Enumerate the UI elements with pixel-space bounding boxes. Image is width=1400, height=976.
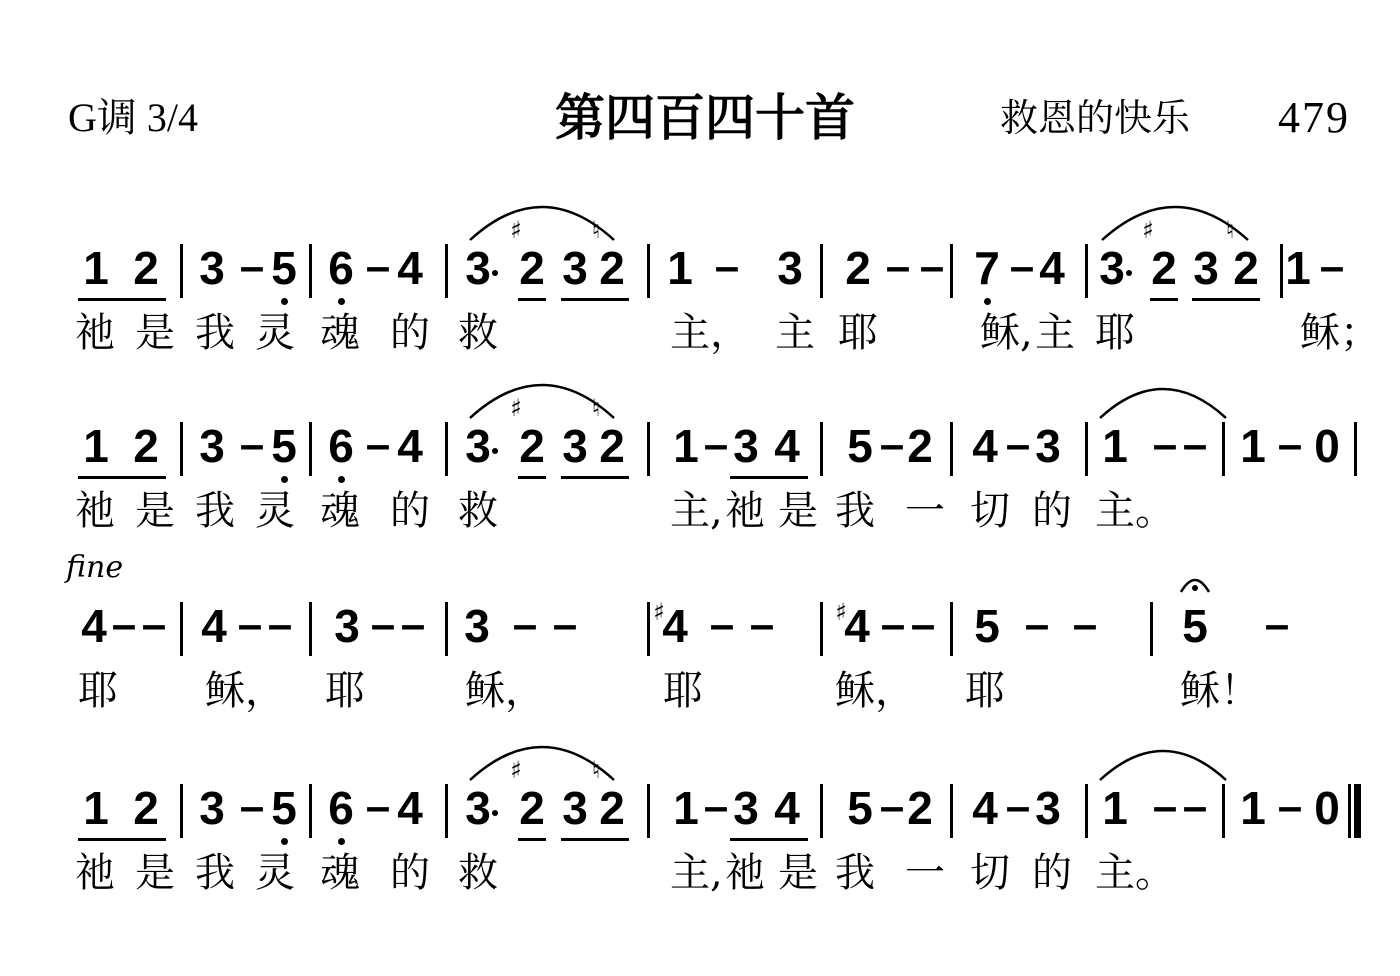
- note: 1: [83, 242, 109, 294]
- note: 2: [133, 420, 159, 472]
- note: 3: [562, 242, 588, 294]
- fine-marking: fine: [66, 550, 124, 585]
- low-octave-dot: [338, 838, 345, 845]
- sustain-dash: –: [239, 782, 265, 831]
- barline: [445, 244, 448, 298]
- sustain-dash: –: [365, 242, 391, 291]
- sharp-icon: ♯: [835, 598, 847, 626]
- note: 5: [847, 782, 873, 834]
- lyric-syllable: 我: [835, 488, 875, 534]
- note: 4: [662, 600, 688, 652]
- note: 3: [1035, 420, 1061, 472]
- final-barline-thick: [1355, 784, 1361, 838]
- note: 2: [519, 782, 545, 834]
- barline: [445, 784, 448, 838]
- sharp-icon: ♯: [510, 216, 522, 244]
- lyric-syllable: 灵: [255, 488, 295, 534]
- lyric-syllable: 稣，: [205, 668, 285, 714]
- sustain-dash: –: [714, 242, 740, 291]
- beam-underline: [1192, 298, 1260, 301]
- note: 3: [733, 782, 759, 834]
- lyric-syllable: 稣；: [1300, 310, 1380, 356]
- sustain-dash: –: [1024, 600, 1050, 649]
- beam-underline: [561, 476, 629, 479]
- lyric-syllable: 祂: [75, 310, 115, 356]
- barline: [445, 602, 448, 656]
- note: 1: [83, 782, 109, 834]
- lyric-syllable: 祂: [75, 850, 115, 896]
- sustain-dash: –: [141, 600, 167, 649]
- sustain-dash: –: [1264, 600, 1290, 649]
- note: 3: [1035, 782, 1061, 834]
- note: 4: [774, 782, 800, 834]
- lyric-syllable: 主,: [670, 488, 723, 534]
- sustain-dash: –: [370, 600, 396, 649]
- note: 1: [1285, 242, 1311, 294]
- barline: [950, 602, 953, 656]
- lyric-syllable: 耶: [325, 668, 365, 714]
- lyric-syllable: 切: [970, 850, 1010, 896]
- sustain-dash: –: [879, 782, 905, 831]
- sustain-dash: –: [910, 600, 936, 649]
- sustain-dash: –: [1182, 420, 1208, 469]
- lyric-syllable: 耶: [1095, 310, 1135, 356]
- note: 2: [845, 242, 871, 294]
- note: 0: [1314, 420, 1340, 472]
- augmentation-dot: [492, 810, 498, 816]
- beam-underline: [78, 838, 166, 841]
- note: 3: [1193, 242, 1219, 294]
- low-octave-dot: [984, 298, 991, 305]
- beam-underline: [730, 838, 808, 841]
- barline: [1085, 244, 1088, 298]
- lyric-syllable: 切: [970, 488, 1010, 534]
- lyric-syllable: 主: [1035, 310, 1075, 356]
- note: 4: [844, 600, 870, 652]
- note: 0: [1314, 782, 1340, 834]
- tie-slur: [468, 380, 616, 420]
- barline: [1085, 784, 1088, 838]
- note: 2: [133, 242, 159, 294]
- note: 5: [847, 420, 873, 472]
- sharp-icon: ♯: [1142, 216, 1154, 244]
- sustain-dash: –: [237, 600, 263, 649]
- note: 1: [673, 420, 699, 472]
- note: 6: [328, 420, 354, 472]
- lyric-syllable: 耶: [838, 310, 878, 356]
- barline: [1150, 602, 1153, 656]
- note: 3: [1099, 242, 1125, 294]
- sustain-dash: –: [111, 600, 137, 649]
- low-octave-dot: [338, 298, 345, 305]
- lyric-syllable: 是: [135, 850, 175, 896]
- barline: [950, 422, 953, 476]
- lyric-syllable: 救: [458, 310, 498, 356]
- note: 5: [271, 420, 297, 472]
- natural-icon: ♮: [591, 756, 601, 784]
- note: 2: [907, 420, 933, 472]
- lyric-syllable: 灵: [255, 310, 295, 356]
- barline: [820, 244, 823, 298]
- note: 2: [133, 782, 159, 834]
- note: 5: [1182, 600, 1208, 652]
- note: 1: [1240, 782, 1266, 834]
- note: 1: [1240, 420, 1266, 472]
- beam-underline: [518, 838, 546, 841]
- sustain-dash: –: [703, 420, 729, 469]
- lyric-syllable: 祂: [725, 850, 765, 896]
- note: 3: [465, 782, 491, 834]
- lyric-syllable: 救: [458, 488, 498, 534]
- note: 4: [201, 600, 227, 652]
- low-octave-dot: [281, 298, 288, 305]
- lyric-syllable: 稣，: [835, 668, 915, 714]
- beam-underline: [78, 476, 166, 479]
- sustain-dash: –: [749, 600, 775, 649]
- note: 3: [199, 420, 225, 472]
- beam-underline: [518, 298, 546, 301]
- lyric-syllable: 的: [1032, 850, 1072, 896]
- sustain-dash: –: [267, 600, 293, 649]
- sustain-dash: –: [239, 242, 265, 291]
- barline: [180, 602, 183, 656]
- lyric-syllable: 灵: [255, 850, 295, 896]
- lyric-syllable: 稣，: [465, 668, 545, 714]
- lyric-syllable: 是: [778, 488, 818, 534]
- beam-underline: [78, 298, 166, 301]
- sustain-dash: –: [552, 600, 578, 649]
- note: 2: [599, 242, 625, 294]
- lyric-syllable: 主,: [670, 850, 723, 896]
- low-octave-dot: [281, 838, 288, 845]
- note: 1: [667, 242, 693, 294]
- lyric-syllable: 主。: [1095, 850, 1175, 896]
- sustain-dash: –: [365, 420, 391, 469]
- note: 5: [974, 600, 1000, 652]
- final-barline: [1348, 784, 1351, 838]
- beam-underline: [1150, 298, 1178, 301]
- sustain-dash: –: [400, 600, 426, 649]
- lyric-syllable: 的: [1032, 488, 1072, 534]
- barline: [180, 244, 183, 298]
- lyric-syllable: 魂: [320, 488, 360, 534]
- lyric-syllable: 是: [135, 488, 175, 534]
- lyric-syllable: 主。: [1095, 488, 1175, 534]
- augmentation-dot: [492, 448, 498, 454]
- barline: [647, 602, 650, 656]
- note: 3: [733, 420, 759, 472]
- barline-end: [1354, 422, 1357, 476]
- barline: [180, 784, 183, 838]
- barline: [445, 422, 448, 476]
- sharp-icon: ♯: [653, 598, 665, 626]
- lyric-syllable: 是: [135, 310, 175, 356]
- lyric-syllable: 的: [390, 488, 430, 534]
- note: 4: [774, 420, 800, 472]
- barline: [647, 784, 650, 838]
- note: 4: [397, 420, 423, 472]
- fermata-icon: [1179, 572, 1211, 594]
- lyric-syllable: 是: [778, 850, 818, 896]
- lyric-syllable: 祂: [725, 488, 765, 534]
- note: 2: [599, 782, 625, 834]
- note: 1: [83, 420, 109, 472]
- note: 3: [334, 600, 360, 652]
- note: 6: [328, 782, 354, 834]
- sharp-icon: ♯: [510, 394, 522, 422]
- sustain-dash: –: [885, 242, 911, 291]
- lyric-syllable: 主: [775, 310, 815, 356]
- note: 7: [974, 242, 1000, 294]
- hymn-number: 479: [1278, 93, 1350, 142]
- augmentation-dot: [1126, 270, 1132, 276]
- sustain-dash: –: [919, 242, 945, 291]
- natural-icon: ♮: [1225, 216, 1235, 244]
- staff-line-3: [0, 598, 1400, 718]
- sustain-dash: –: [1182, 782, 1208, 831]
- sustain-dash: –: [239, 420, 265, 469]
- barline: [1222, 422, 1225, 476]
- header-key-time: G调 3/4: [68, 95, 198, 140]
- staff-line-4: [0, 756, 1400, 900]
- barline: [180, 422, 183, 476]
- sustain-dash: –: [1005, 782, 1031, 831]
- lyric-syllable: 一: [905, 488, 945, 534]
- barline: [309, 422, 312, 476]
- note: 3: [464, 600, 490, 652]
- lyric-syllable: 耶: [663, 668, 703, 714]
- staff-line-1: [0, 216, 1400, 360]
- note: 2: [599, 420, 625, 472]
- note: 1: [1102, 420, 1128, 472]
- barline: [309, 602, 312, 656]
- barline: [1222, 784, 1225, 838]
- sharp-icon: ♯: [510, 756, 522, 784]
- lyric-syllable: 的: [390, 850, 430, 896]
- sustain-dash: –: [1277, 420, 1303, 469]
- sustain-dash: –: [1152, 782, 1178, 831]
- sustain-dash: –: [880, 600, 906, 649]
- note: 4: [1039, 242, 1065, 294]
- note: 4: [81, 600, 107, 652]
- beam-underline: [730, 476, 808, 479]
- note: 2: [1151, 242, 1177, 294]
- note: 4: [972, 420, 998, 472]
- sustain-dash: –: [1152, 420, 1178, 469]
- natural-icon: ♮: [591, 216, 601, 244]
- sustain-dash: –: [703, 782, 729, 831]
- sustain-dash: –: [1277, 782, 1303, 831]
- barline: [820, 422, 823, 476]
- lyric-syllable: 一: [905, 850, 945, 896]
- tie-slur: [1100, 202, 1250, 242]
- lyric-syllable: 我: [195, 850, 235, 896]
- sustain-dash: –: [1005, 420, 1031, 469]
- note: 4: [397, 782, 423, 834]
- barline: [647, 422, 650, 476]
- natural-icon: ♮: [591, 394, 601, 422]
- lyric-syllable: 稣,: [980, 310, 1033, 356]
- lyric-syllable: 祂: [75, 488, 115, 534]
- sustain-dash: –: [879, 420, 905, 469]
- note: 3: [199, 242, 225, 294]
- augmentation-dot: [492, 270, 498, 276]
- page-title: 第四百四十首: [555, 89, 855, 147]
- note: 6: [328, 242, 354, 294]
- sustain-dash: –: [709, 600, 735, 649]
- lyric-syllable: 主，: [670, 310, 750, 356]
- sustain-dash: –: [1319, 242, 1345, 291]
- note: 2: [519, 242, 545, 294]
- tie-slur: [1098, 746, 1228, 782]
- lyric-syllable: 我: [835, 850, 875, 896]
- note: 3: [199, 782, 225, 834]
- note: 4: [397, 242, 423, 294]
- barline: [309, 244, 312, 298]
- note: 3: [777, 242, 803, 294]
- note: 2: [519, 420, 545, 472]
- barline: [820, 602, 823, 656]
- note: 3: [465, 420, 491, 472]
- tie-slur: [468, 742, 616, 782]
- low-octave-dot: [338, 476, 345, 483]
- barline: [1280, 244, 1283, 298]
- barline: [1085, 422, 1088, 476]
- note: 3: [465, 242, 491, 294]
- beam-underline: [561, 838, 629, 841]
- lyric-syllable: 我: [195, 310, 235, 356]
- note: 3: [562, 420, 588, 472]
- staff-line-2: [0, 394, 1400, 538]
- lyric-syllable: 耶: [78, 668, 118, 714]
- lyric-syllable: 稣！: [1180, 668, 1260, 714]
- note: 2: [1233, 242, 1259, 294]
- barline: [647, 244, 650, 298]
- barline: [820, 784, 823, 838]
- note: 2: [907, 782, 933, 834]
- sustain-dash: –: [365, 782, 391, 831]
- beam-underline: [561, 298, 629, 301]
- note: 5: [271, 242, 297, 294]
- lyric-syllable: 救: [458, 850, 498, 896]
- note: 1: [673, 782, 699, 834]
- barline: [950, 244, 953, 298]
- sustain-dash: –: [1072, 600, 1098, 649]
- tie-slur: [1098, 384, 1228, 420]
- lyric-syllable: 魂: [320, 310, 360, 356]
- beam-underline: [518, 476, 546, 479]
- note: 4: [972, 782, 998, 834]
- barline: [950, 784, 953, 838]
- note: 1: [1102, 782, 1128, 834]
- low-octave-dot: [281, 476, 288, 483]
- tie-slur: [468, 202, 616, 242]
- sustain-dash: –: [512, 600, 538, 649]
- hymn-name: 救恩的快乐: [1000, 96, 1191, 140]
- barline: [309, 784, 312, 838]
- lyric-syllable: 耶: [965, 668, 1005, 714]
- lyric-syllable: 的: [390, 310, 430, 356]
- sustain-dash: –: [1009, 242, 1035, 291]
- note: 3: [562, 782, 588, 834]
- lyric-syllable: 我: [195, 488, 235, 534]
- lyric-syllable: 魂: [320, 850, 360, 896]
- note: 5: [271, 782, 297, 834]
